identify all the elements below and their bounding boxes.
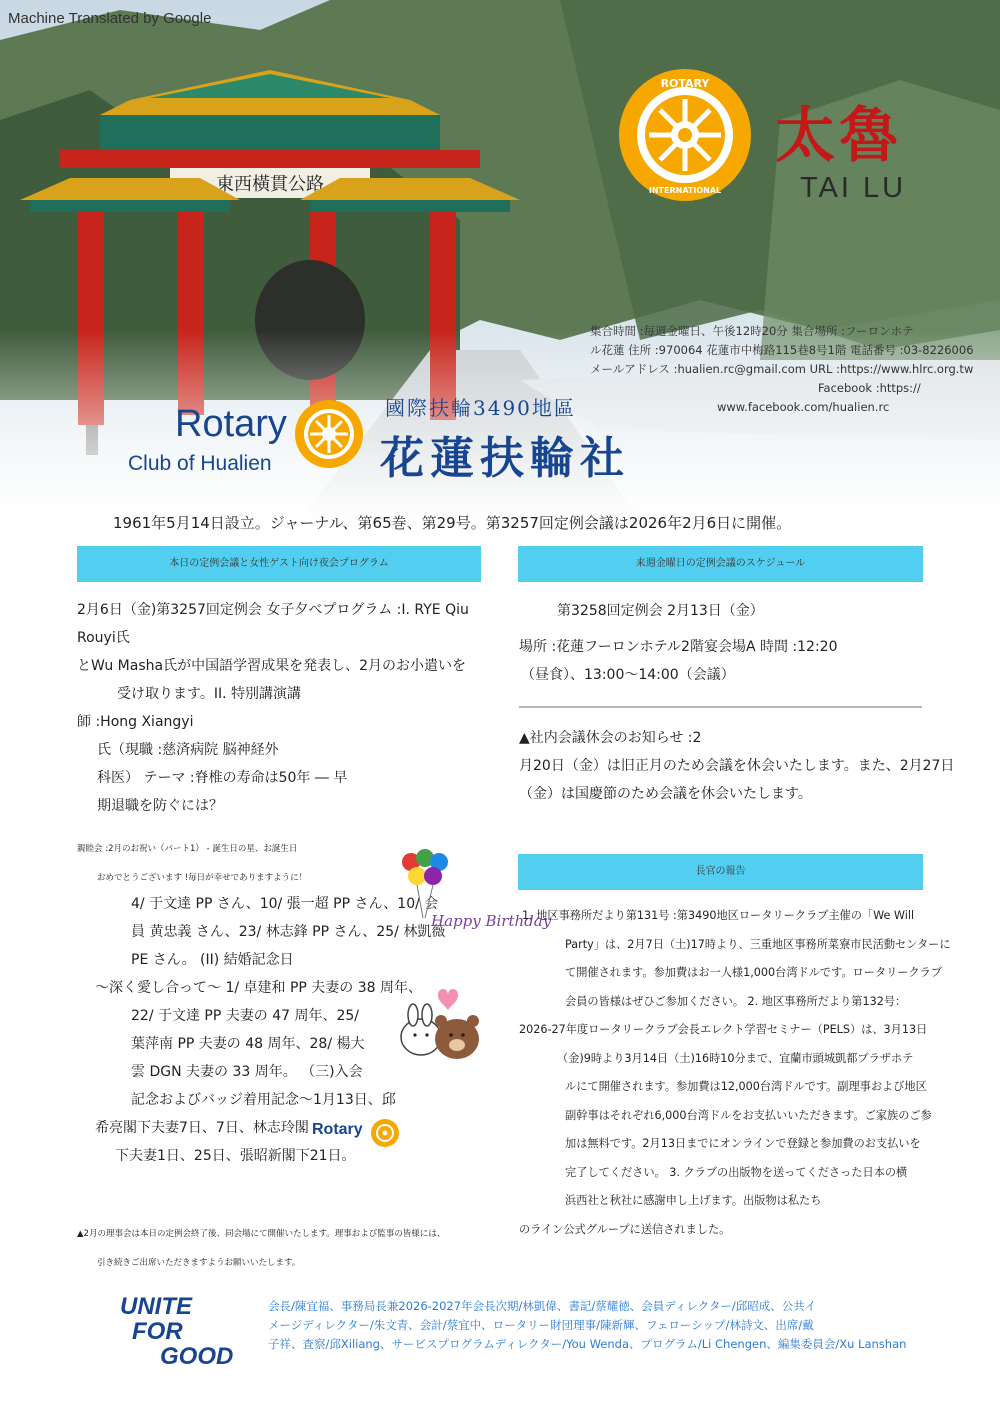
report-line: 1. 地区事務所だより第131号 :第3490地区ロータリークラブ主催の「We Will	[522, 909, 915, 922]
officers-line: メージディレクター/朱文青、会計/蔡宜中、ロータリー財団理事/陳新輝、フェローシップ/林詩文、出席/戴	[268, 1318, 814, 1332]
report-line: Party」は、2月7日（土)17時より、三重地区事務所菜寮市民活動センターに	[565, 937, 951, 951]
machine-translated-label: Machine Translated by Google	[8, 10, 212, 27]
program-line: 2月6日（金)第3257回定例会 女子夕べプログラム :I. RYE Qiu	[77, 602, 469, 618]
officers-line: 会長/陳宜福、事務局長兼2026-2027年会長次期/林凱偉、書記/蔡耀徳、会員ディレクター/邱昭成、公共イ	[268, 1299, 817, 1313]
schedule-line: 場所 :花蓮フーロンホテル2階宴会場A 時間 :12:20	[519, 639, 838, 655]
celebration-line: 記念およびバッジ着用記念～1月13日、邱	[131, 1092, 396, 1108]
meeting-info	[590, 322, 990, 417]
report-body	[519, 902, 959, 1244]
board-note: 引き続きご出席いただきますようお願いいたします。	[97, 1258, 301, 1268]
notice-line: ▲社内会議休会のお知らせ :2	[519, 730, 702, 746]
schedule-header: 来週金曜日の定例会議のスケジュール	[518, 546, 923, 582]
program-line: 科医） テーマ :脊椎の寿命は50年 ― 早	[97, 770, 348, 786]
notice-body	[519, 724, 959, 808]
report-line: 加は無料です。2月13日までにオンラインで登録と参加費のお支払いを	[565, 1137, 921, 1150]
club-name-cn: 花蓮扶輪社	[380, 433, 630, 484]
logo-kanji: 太魯	[775, 101, 903, 171]
celebration-line: 葉萍南 PP 夫妻の 48 周年、28/ 楊大	[131, 1036, 365, 1052]
info-line: www.facebook.com/hualien.rc	[717, 400, 890, 414]
rotary-small-wheel-icon	[370, 1118, 400, 1148]
report-line: 浜西社と秋社に感謝申し上げます。出版物は私たち	[565, 1194, 822, 1207]
report-line: （金)9時より3月14日（土)16時10分まで、宜蘭市頭城凱都プラザホテ	[557, 1051, 914, 1065]
celebration-line: PE さん。 (II) 結婚記念日	[131, 952, 294, 968]
report-line: 副幹事はそれぞれ6,000台湾ドルをお支払いいただきます。ご家族のご参	[565, 1108, 932, 1122]
club-of-hualien: Club of Hualien	[128, 452, 272, 475]
notice-line: （金）は国慶節のため会議を休会いたします。	[519, 786, 812, 802]
gate-sign-text: 東西橫貫公路	[216, 174, 324, 195]
slogan-line: GOOD	[160, 1343, 234, 1370]
info-line: Facebook :https://	[818, 381, 921, 395]
report-header: 長官の報告	[518, 854, 923, 890]
schedule-line: （昼食）、13:00～14:00（会議）	[521, 667, 735, 683]
officers-list	[268, 1297, 978, 1354]
rotary-wheel-icon	[293, 398, 365, 470]
celebration-line: 22/ 于文達 PP 夫妻の 47 周年、25/	[131, 1008, 360, 1024]
report-line: のライン公式グループに送信されました。	[519, 1222, 731, 1236]
celebration-line: 4/ 于文達 PP さん、10/ 張一超 PP さん、10/ 会	[131, 896, 439, 912]
celebration-line: 下夫妻1日、25日、張昭新閣下21日。	[115, 1148, 356, 1164]
unite-for-good-slogan	[120, 1294, 233, 1369]
program-line: 期退職を防ぐには？	[97, 798, 223, 814]
emblem-bottom-text: INTERNATIONAL	[648, 186, 722, 195]
celebration-line: 員 黄忠義 さん、23/ 林志鋒 PP さん、25/ 林凱薇	[131, 924, 446, 940]
happy-birthday-text: Happy Birthday	[431, 912, 552, 930]
district-label: 國際扶輪3490地區	[385, 396, 576, 420]
info-line: メールアドレス :hualien.rc@gmail.com URL :https://www.hlrc.org.tw	[590, 362, 974, 376]
rotary-small-text: Rotary	[312, 1121, 363, 1138]
birthday-title: 親睦会 :2月のお祝い（パート1） - 誕生日の星、お誕生日	[77, 844, 298, 854]
schedule-body	[519, 597, 939, 689]
program-line: 師 :Hong Xiangyi	[77, 714, 194, 730]
emblem-top-text: ROTARY	[660, 77, 710, 90]
report-line: て開催されます。参加費はお一人様1,000台湾ドルです。ロータリークラブ	[565, 966, 943, 979]
rotary-small-logo	[312, 1118, 402, 1148]
board-note: ▲2月の理事会は本日の定例会終了後、同会場にて開催いたします。理事および監事の皆様には、	[77, 1229, 446, 1239]
info-line: 集合時間 :毎週金曜日、午後12時20分 集合場所 :フーロンホテ	[590, 324, 914, 338]
divider	[519, 706, 922, 708]
celebration-line: 希亮閣下夫妻7日、7日、林志玲閣	[95, 1120, 309, 1136]
slogan-line: UNITE	[120, 1293, 192, 1320]
program-line: 氏（現職 :慈済病院 脳神経外	[97, 742, 279, 758]
rotary-wordmark: Rotary	[175, 403, 287, 445]
bear-couple-sticker-icon	[393, 985, 489, 1065]
intro-line: 1961年5月14日設立。ジャーナル、第65巻、第29号。第3257回定例会議は2026年2月6日に開催。	[113, 514, 792, 532]
birthday-greeting: おめでとうございます !毎日が幸せでありますように！	[97, 873, 308, 883]
program-body	[77, 596, 497, 820]
program-line: 受け取ります。II. 特別講演講	[117, 686, 302, 702]
slogan-line: FOR	[132, 1318, 183, 1345]
program-line: Rouyi氏	[77, 630, 130, 646]
rotary-emblem	[615, 65, 755, 205]
info-line: ル花蓮 住所 :970064 花蓮市中梅路115巷8号1階 電話番号 :03-8226006	[590, 343, 974, 357]
report-line: 会員の皆様はぜひご参加ください。 2. 地区事務所だより第132号：	[565, 994, 907, 1008]
logo-roman: TAI LU	[800, 172, 907, 204]
celebration-line: 雲 DGN 夫妻の 33 周年。 （三)入会	[131, 1064, 363, 1080]
schedule-line: 第3258回定例会 2月13日（金）	[557, 603, 764, 619]
report-line: ルにて開催されます。参加費は12,000台湾ドルです。副理事および地区	[565, 1080, 927, 1093]
program-line: とWu Masha氏が中国語学習成果を発表し、2月のお小遣いを	[77, 658, 466, 674]
report-line: 完了してください。 3. クラブの出版物を送ってくださった日本の横	[565, 1165, 908, 1179]
birthday-balloon-icon	[395, 848, 552, 938]
officers-line: 子祥、査察/邱Xiliang、サービスプログラムディレクター/You Wenda、プログラム/Li Chengen、編集委員会/Xu Lanshan	[268, 1337, 907, 1351]
celebration-line: ～深く愛し合って～ 1/ 卓建和 PP 夫妻の 38 周年、	[95, 980, 423, 996]
report-line: 2026-27年度ロータリークラブ会長エレクト学習セミナー（PELS）は、3月13日	[519, 1023, 928, 1036]
notice-line: 月20日（金）は旧正月のため会議を休会いたします。また、2月27日	[519, 758, 955, 774]
program-header: 本日の定例会議と女性ゲスト向け夜会プログラム	[77, 546, 481, 582]
